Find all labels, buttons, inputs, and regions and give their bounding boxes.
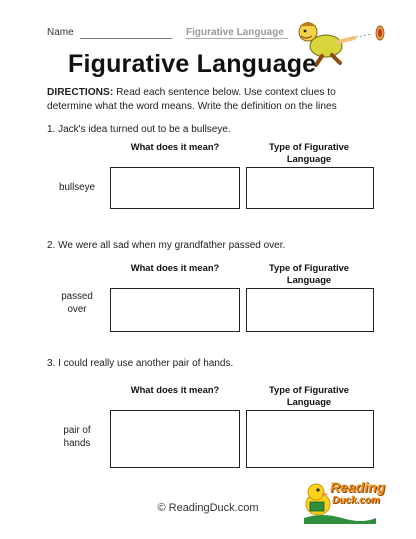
page-title: Figurative Language: [68, 50, 317, 78]
q3-type-header-line1: Type of Figurative: [268, 384, 350, 395]
directions: [47, 86, 377, 113]
question-2-prompt: 2. We were all sad when my grandfather passed over.: [47, 240, 286, 251]
q2-term: [47, 290, 107, 316]
reading-duck-logo: [302, 474, 386, 524]
copyright-footer: © ReadingDuck.com: [157, 502, 259, 514]
q3-term-line1: pair of: [63, 425, 91, 436]
q2-type-header-line2: Language: [286, 274, 332, 285]
q2-term-line2: over: [67, 304, 87, 315]
q1-type-header-line1: Type of Figurative: [268, 141, 350, 152]
q3-meaning-answer-box[interactable]: [110, 410, 240, 468]
question-1-prompt: 1. Jack's idea turned out to be a bullseye.: [47, 124, 231, 135]
header-subject: Figurative Language: [186, 27, 284, 38]
q3-type-header: [246, 384, 372, 408]
directions-label: DIRECTIONS:: [47, 87, 114, 98]
q2-type-header-line1: Type of Figurative: [268, 262, 350, 273]
q1-meaning-header: What does it mean?: [130, 141, 220, 152]
logo-text-reading: Reading: [330, 479, 386, 495]
q2-type-answer-box[interactable]: [246, 288, 374, 332]
q1-term-line1: bullseye: [59, 182, 95, 193]
header-underline: [186, 38, 288, 39]
q3-term-line2: hands: [63, 438, 91, 449]
q1-type-header: [246, 141, 372, 165]
q1-meaning-answer-box[interactable]: [110, 167, 240, 209]
q2-term-line1: passed: [61, 291, 93, 302]
q1-type-answer-box[interactable]: [246, 167, 374, 209]
q2-meaning-header: What does it mean?: [130, 262, 220, 273]
q3-type-answer-box[interactable]: [246, 410, 374, 468]
q1-term: [47, 181, 107, 194]
q3-meaning-header: What does it mean?: [130, 384, 220, 395]
name-blank-line[interactable]: [80, 38, 172, 39]
logo-text-duck: Duck.com: [332, 495, 380, 506]
q2-type-header: [246, 262, 372, 286]
q1-type-header-line2: Language: [286, 153, 332, 164]
q3-type-header-line2: Language: [286, 396, 332, 407]
question-3-prompt: 3. I could really use another pair of hands.: [47, 358, 234, 369]
name-label: Name: [47, 27, 74, 38]
q3-term: [47, 424, 107, 450]
q2-meaning-answer-box[interactable]: [110, 288, 240, 332]
directions-text: Read each sentence below. Use context clues to determine what the word means. Write the definition on the lines: [47, 87, 337, 112]
